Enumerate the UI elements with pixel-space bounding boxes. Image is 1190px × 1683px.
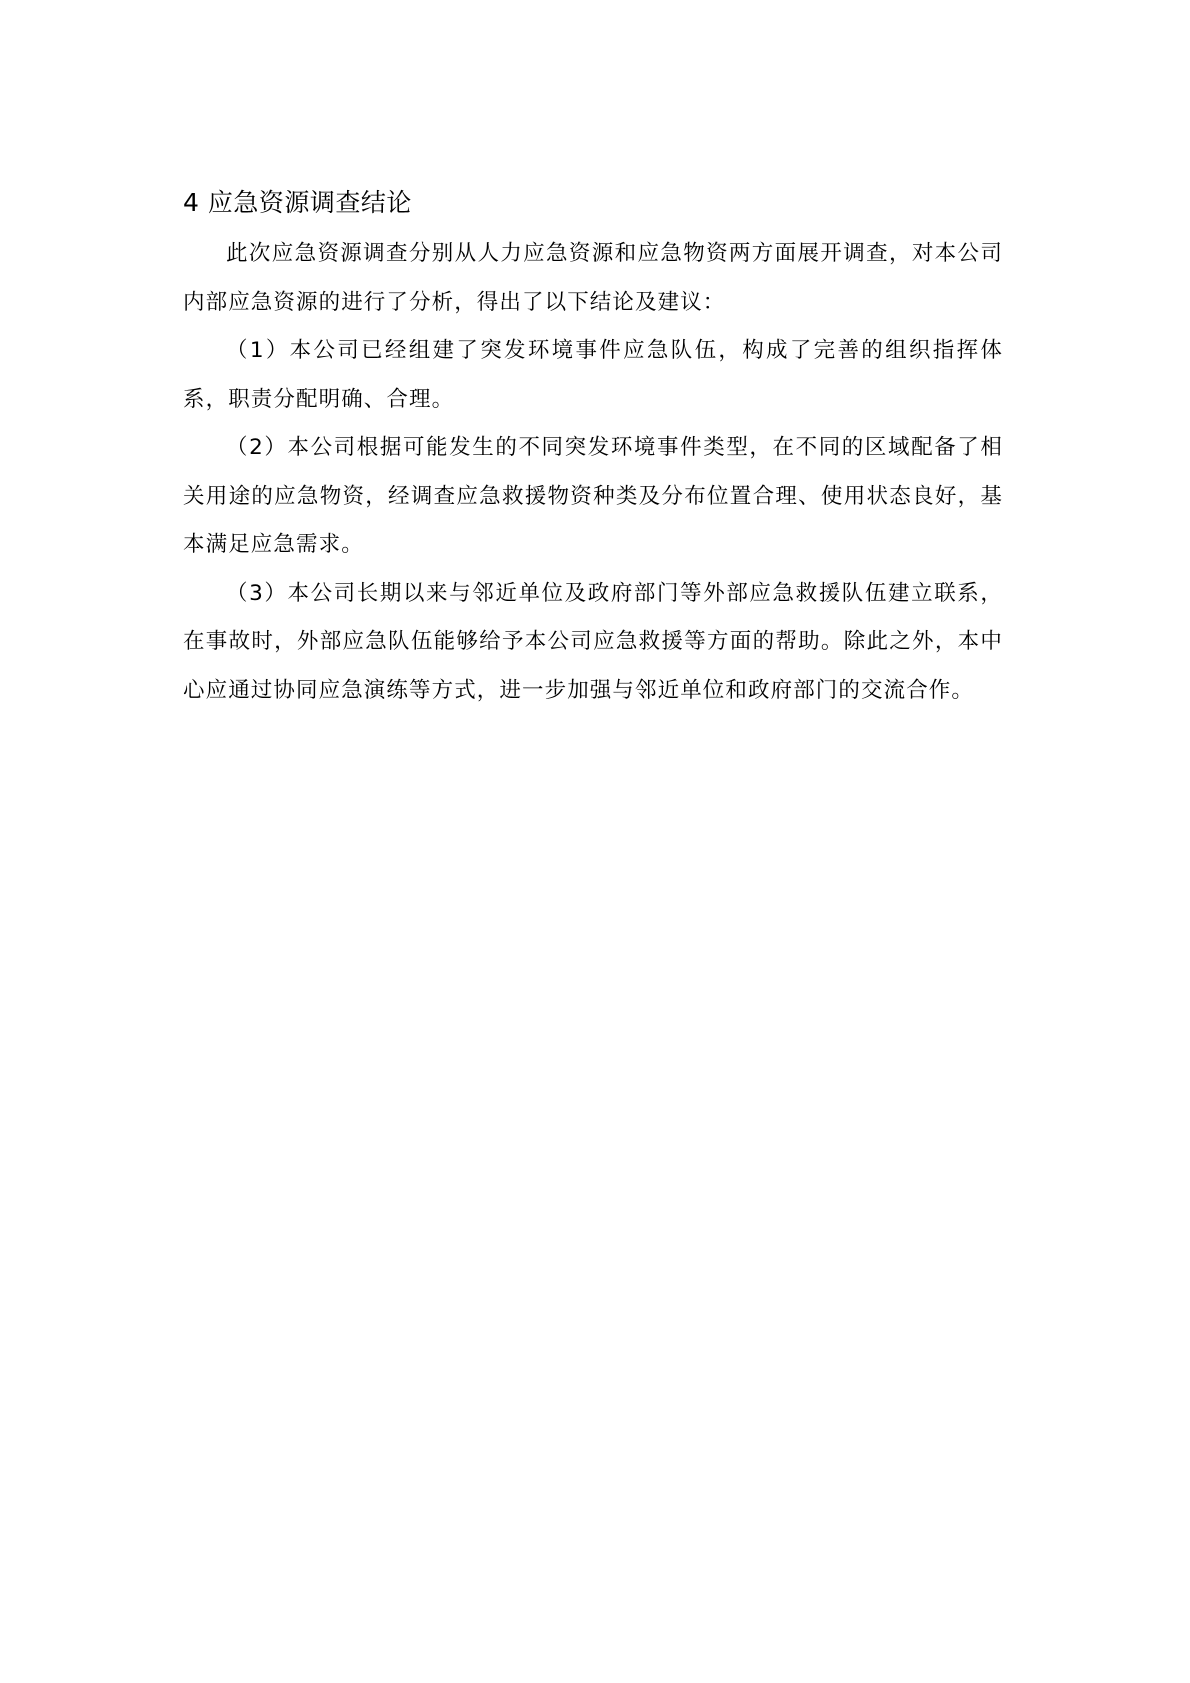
section-heading: 4 应急资源调查结论: [183, 188, 412, 217]
conclusion-2-paragraph: （2）本公司根据可能发生的不同突发环境事件类型，在不同的区域配备了相关用途的应急物资，经调查应急救援物资种类及分布位置合理、使用状态良好，基本满足应急需求。: [183, 435, 1003, 557]
document-body: [183, 183, 1003, 715]
intro-paragraph: 此次应急资源调查分别从人力应急资源和应急物资两方面展开调查，对本公司内部应急资源的进行了分析，得出了以下结论及建议：: [183, 241, 1003, 315]
conclusion-1-paragraph: （1）本公司已经组建了突发环境事件应急队伍，构成了完善的组织指挥体系，职责分配明确、合理。: [183, 338, 1003, 412]
conclusion-3-paragraph: （3）本公司长期以来与邻近单位及政府部门等外部应急救援队伍建立联系，在事故时，外部应急队伍能够给予本公司应急救援等方面的帮助。除此之外，本中心应通过协同应急演练等方式，进一步加强与邻近单位和政府部门的交流合作。: [183, 580, 1003, 703]
